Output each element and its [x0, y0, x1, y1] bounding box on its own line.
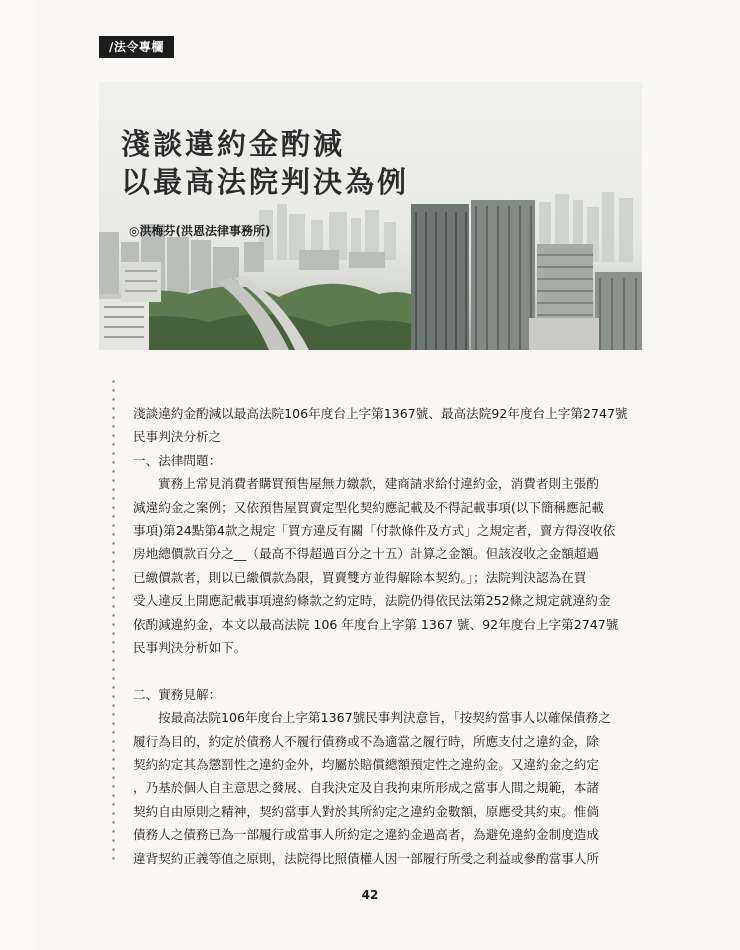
paragraph-line: 債務人之債務已為一部履行或當事人所約定之違約金過高者，為避免違約金制度造成 [133, 827, 599, 843]
section-heading: 一、法律問題： [133, 452, 222, 468]
article-title-line-2: 以最高法院判決為例 [121, 165, 410, 199]
intro-line: 民事判決分析之 [133, 429, 222, 445]
author-byline: ◎洪梅芬(洪恩法律事務所) [129, 224, 271, 238]
section-tag: /法令專欄 [99, 36, 174, 58]
paragraph-line: 房地總價款百分之__（最高不得超過百分之十五）計算之金額。但該沒收之金額超過 [133, 546, 599, 562]
page-margin [0, 0, 36, 950]
paragraph-line: 依酌減違約金，本文以最高法院 106 年度台上字第 1367 號、92年度台上字第2747號 [133, 616, 619, 632]
article-title-line-1: 淺談違約金酌減 [121, 127, 346, 161]
intro-line: 淺談違約金酌減以最高法院106年度台上字第1367號、最高法院92年度台上字第2747號 [133, 406, 628, 421]
paragraph-line: 實務上常見消費者購買預售屋無力繳款，建商請求給付違約金，消費者則主張酌 [158, 476, 599, 492]
paragraph-gap [133, 659, 629, 682]
paragraph-line: 民事判決分析如下。 [133, 640, 247, 656]
paragraph-line: 違背契約正義等值之原則，法院得比照債權人因一部履行所受之利益或參酌當事人所 [133, 850, 599, 866]
paragraph-line: 已繳價款者，則以已繳價款為限，買賣雙方並得解除本契約。」；法院判決認為在買 [133, 569, 587, 585]
dotted-margin-rule [112, 377, 115, 861]
hero-banner [99, 82, 642, 350]
paragraph-line: ，乃基於個人自主意思之發展、自我決定及自我拘束所形成之當事人間之規範，本諸 [133, 780, 599, 796]
paragraph-line: 事項)第24點第4款之規定「買方違反有關「付款條件及方式」之規定者，賣方得沒收依 [133, 523, 616, 539]
section-heading: 二、實務見解： [133, 686, 222, 702]
paragraph-line: 減違約金之案例；又依預售屋買賣定型化契約應記載及不得記載事項(以下簡稱應記載 [133, 499, 604, 515]
paragraph-line: 履行為目的，約定於債務人不履行債務或不為適當之履行時，所應支付之違約金，除 [133, 733, 599, 749]
article-body [133, 402, 629, 870]
paragraph-line: 受人違反上開應記載事項違約條款之約定時，法院仍得依民法第252條之規定就違約金 [133, 593, 611, 609]
paragraph-line: 契約約定其為懲罰性之違約金外，均屬於賠償總額預定性之違約金。又違約金之約定 [133, 757, 599, 773]
paragraph-line: 按最高法院106年度台上字第1367號民事判決意旨，「按契約當事人以確保債務之 [158, 710, 611, 726]
page-number: 42 [361, 888, 379, 902]
paragraph-line: 契約自由原則之精神，契約當事人對於其所約定之違約金數額，原應受其約束。惟倘 [133, 803, 599, 819]
